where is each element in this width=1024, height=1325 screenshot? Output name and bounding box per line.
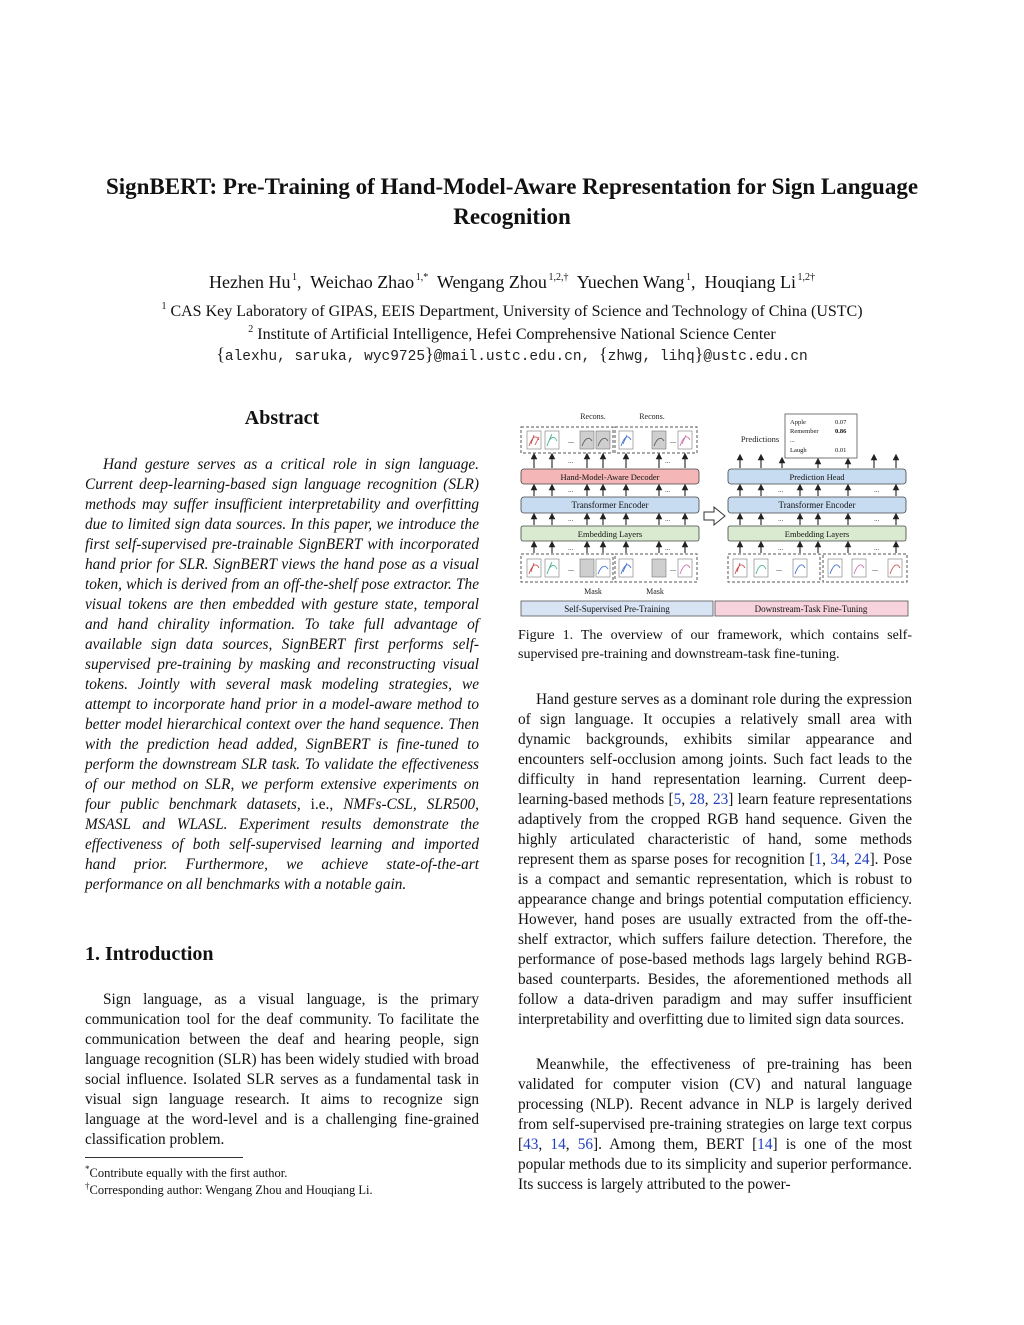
svg-text:...: ... [568,486,574,494]
citation-link[interactable]: 14 [550,1136,566,1153]
svg-text:...: ... [665,515,671,523]
svg-text:...: ... [874,486,880,494]
prediction-head-label: Prediction Head [789,472,845,482]
mask-label-2: Mask [646,587,664,596]
svg-text:...: ... [670,436,676,445]
predictions-label: Predictions [740,434,780,444]
citation-link[interactable]: 1 [814,851,823,868]
body-paragraph: Hand gesture serves as a dominant role during the expression of sign language. It occupies a relatively small area with dynamic backgrounds, exhibits similar appearance and encounters self-occlusion among joints. Such fact leads to the difficulty in hand representation learning. Current deep-learning-based methods [5, 28, 23] learn feature representations adaptively from the cropped RGB hand sequence. Given the highly articulated characteristic of hand, some methods represent them as sparse poses for recognition [1, 34, 24]. Pose is a compact and semantic representation, which is robust to appearance change and brings potential computation efficiency. However, hand poses are usually extracted from the off-the-shelf extractor, which suffers failure detection. Therefore, the performance of pose-based methods lags largely behind RGB-based counterparts. Besides, the aforementioned methods all follow a data-driven paradigm and may suffer insufficient interpretability and overfitting due to limited sign data sources. [518,691,912,1028]
body-paragraph: Meanwhile, the effectiveness of pre-training has been validated for computer vision (CV) and natural language processing (NLP). Recent advance in NLP is largely derived from self-supervised pre-training strategies on large text corpus [43, 14, 56]. Among them, BERT [14] is one of the most popular methods due to its simplicity and superior performance. Its success is largely attributed to the power- [518,1056,912,1193]
finetune-input-token-row [728,554,907,582]
footnote-rule [85,1157,243,1158]
footnote: †Corresponding author: Wengang Zhou and Houqiang Li. [85,1181,373,1197]
svg-text:...: ... [568,515,574,523]
svg-text:...: ... [778,486,784,494]
svg-text:...: ... [874,544,880,552]
citation-link[interactable]: 24 [854,851,870,868]
embedding-label-right: Embedding Layers [784,529,850,539]
affiliation-2: $^2$ Institute of Artificial Intelligence, Hefei Comprehensive National Science Center [248,324,776,343]
svg-text:...: ... [874,515,880,523]
svg-text:...: ... [665,544,671,552]
author-list: Hezhen Hu $^1$, Weichao Zhao $^{1,*}$ Wengang Zhou $^{1,2,\dagger}$ Yuechen Wang $^1$, Houqiang Li $^{1,2\dagger}$ [209,272,815,292]
finetune-label: Downstream-Task Fine-Tuning [754,604,868,614]
citation-link[interactable]: 28 [689,791,705,808]
author-name: Wengang Zhou [436,272,547,292]
mask-label-1: Mask [584,587,602,596]
author-emails: {alexhu, saruka, wyc9725}@mail.ustc.edu.cn, {zhwg, lihq}@ustc.edu.cn [216,344,808,365]
paper-title: SignBERT: Pre-Training of Hand-Model-Aware Representation for Sign Language Recognition [105,174,919,229]
author-name: Yuechen Wang [576,272,685,292]
citation-link[interactable]: 14 [757,1136,773,1153]
svg-text:...: ... [568,457,574,465]
svg-text:...: ... [568,436,574,445]
svg-text:...: ... [568,544,574,552]
transformer-label-right: Transformer Encoder [778,500,856,510]
svg-text:...: ... [568,564,574,573]
author-name: Weichao Zhao [310,272,415,292]
affiliation-1: $^1$ CAS Key Laboratory of GIPAS, EEIS Department, University of Science and Technology of China (USTC) [161,301,863,320]
recons-label-1: Recons. [580,412,606,421]
svg-text:...: ... [670,564,676,573]
svg-text:0.86: 0.86 [835,428,847,435]
svg-text:...: ... [778,544,784,552]
footnote: *Contribute equally with the first author. [85,1164,288,1180]
svg-text:Apple: Apple [790,419,806,426]
citation-link[interactable]: 23 [712,791,729,808]
hand-decoder-label: Hand-Model-Aware Decoder [560,472,660,482]
svg-text:...: ... [665,486,671,494]
svg-text:0.01: 0.01 [835,447,847,454]
svg-text:...: ... [665,457,671,465]
abstract-heading: Abstract [244,407,320,429]
masked-input-token-row [521,554,697,582]
recons-label-2: Recons. [639,412,665,421]
citation-link[interactable]: 34 [830,851,846,868]
author-name: Houqiang Li [704,272,796,292]
figure-caption: Figure 1. The overview of our framework, which contains self-supervised pre-training and downstream-task fine-tuning. [518,628,912,662]
pretrain-label: Self-Supervised Pre-Training [564,604,670,614]
svg-text:...: ... [776,564,782,573]
svg-text:Remember: Remember [790,428,819,435]
intro-paragraph: Sign language, as a visual language, is the primary communication tool for the deaf community. To facilitate the communication between the deaf and hearing people, sign language recognition (SLR) has been widely studied with broad social influence. Isolated SLR serves as a fundamental task in visual sign language research. It aims to recognize sign language at the word-level and is a challenging fine-grained classification problem. [85,991,479,1148]
citation-link[interactable]: 56 [577,1136,594,1153]
citation-link[interactable]: 43 [523,1136,539,1153]
svg-text:...: ... [778,515,784,523]
svg-text:Laugh: Laugh [790,447,807,454]
abstract-body: Hand gesture serves as a critical role in sign language. Current deep-learning-based sign language recognition (SLR) methods may suffer insufficient interpretability and overfitting due to limited sign data sources. In this paper, we introduce the first self-supervised pre-trainable SignBERT with incorporated hand prior for SLR. SignBERT views the hand pose as a visual token, which is derived from an off-the-shelf pose extractor. The visual tokens are then embedded with gesture state, temporal and hand chirality information. To take full advantage of available sign data sources, SignBERT first performs self-supervised pre-training by masking and reconstructing visual tokens. Jointly with several mask modeling strategies, we attempt to incorporate hand prior in a model-aware method to better model hierarchical context over the hand sequence. Then with the prediction head added, SignBERT is fine-tuned to perform the downstream SLR task. To validate the effectiveness of our method on SLR, we perform extensive experiments on four public benchmark datasets, i.e., NMFs-CSL, SLR500, MSASL and WLASL. Experiment results demonstrate the effectiveness of both self-supervised learning and imported hand prior. Furthermore, we achieve state-of-the-art performance on all benchmarks with a notable gain. [85,456,479,893]
svg-text:0.07: 0.07 [835,419,847,426]
transition-arrow [704,507,725,525]
embedding-label-left: Embedding Layers [577,529,643,539]
citation-link[interactable]: 5 [673,791,682,808]
svg-text:...: ... [872,564,878,573]
section-heading: 1. Introduction [85,943,214,965]
framework-figure [518,410,912,622]
author-name: Hezhen Hu [209,272,291,292]
svg-text:...: ... [790,437,795,444]
transformer-label-left: Transformer Encoder [571,500,649,510]
recons-token-row [521,427,697,453]
